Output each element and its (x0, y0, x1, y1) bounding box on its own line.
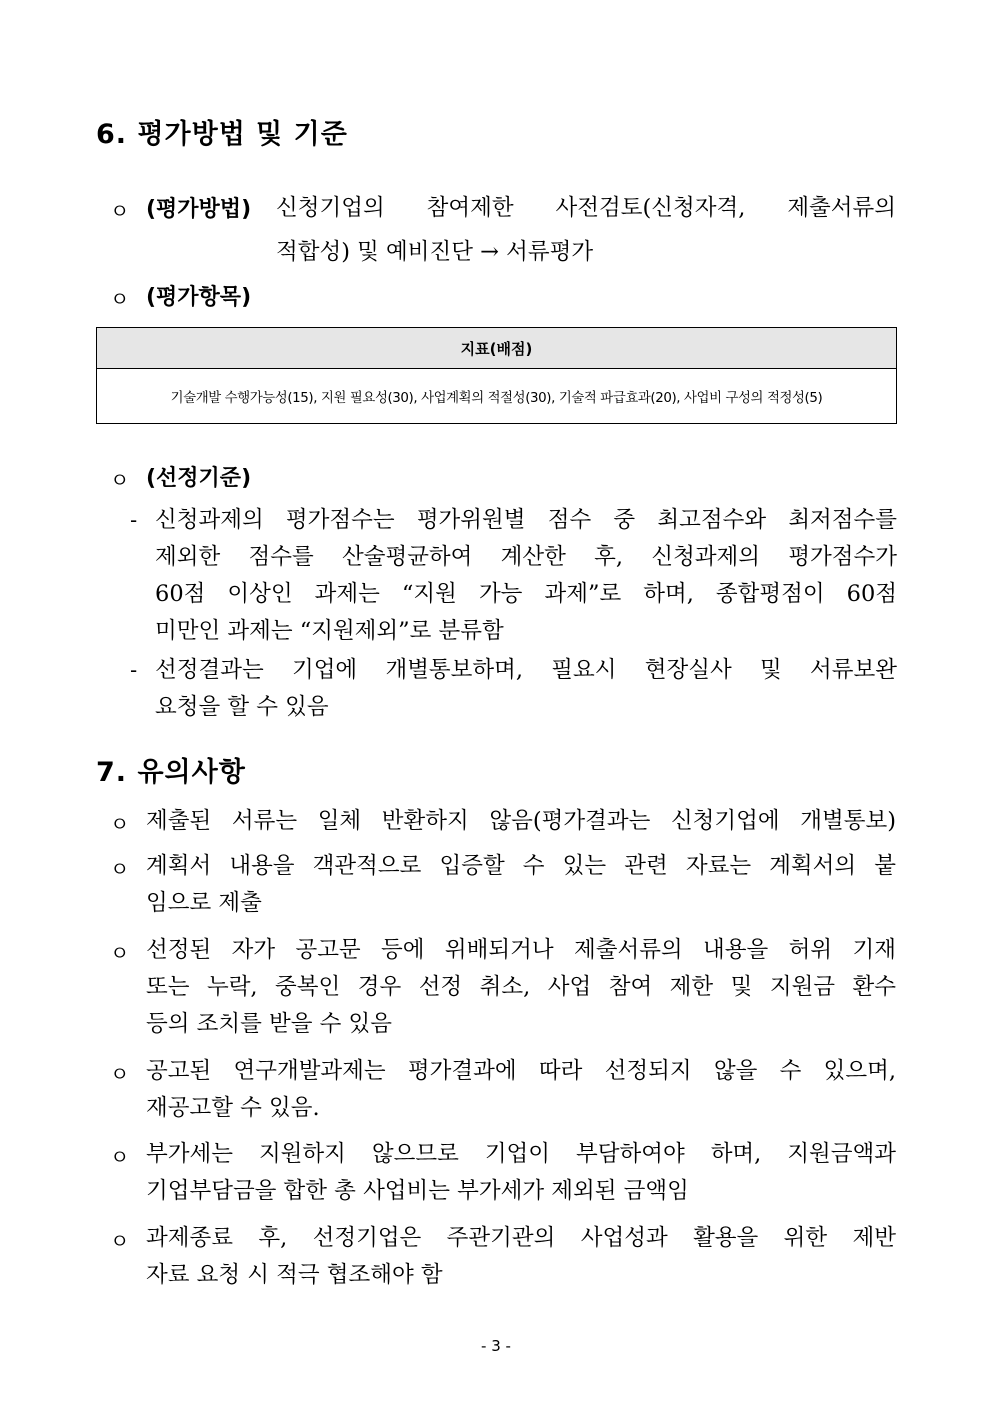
items-label: (평가항목) (146, 285, 252, 310)
criteria-2-line-2: 요청을 할 수 있음 (155, 694, 329, 720)
note-6-line-2: 자료 요청 시 적극 협조해야 함 (146, 1262, 443, 1288)
page-number: - 3 - (481, 1337, 511, 1355)
criteria-1-line-1: 신청과제의 평가점수는 평가위원별 점수 중 최고점수와 최저점수를 (155, 507, 897, 533)
table-row: 기술개발 수행가능성(15), 지원 필요성(30), 사업계획의 적절성(30), 기술적 파급효과(20), 사업비 구성의 적정성(5) (97, 369, 897, 424)
dash-2: - (130, 658, 138, 682)
note-4-line-2: 재공고할 수 있음. (146, 1095, 320, 1121)
note-3-line-1: 선정된 자가 공고문 등에 위배되거나 제출서류의 내용을 허위 기재 (146, 937, 896, 963)
note-2-line-1: 계획서 내용을 객관적으로 입증할 수 있는 관련 자료는 계획서의 붙 (146, 853, 896, 879)
criteria-label: (선정기준) (146, 466, 252, 491)
note-2-line-2: 임으로 제출 (146, 890, 262, 916)
bullet-note-5: ㅇ (110, 1145, 130, 1169)
note-1-line-1: 제출된 서류는 일체 반환하지 않음(평가결과는 신청기업에 개별통보) (146, 808, 896, 834)
method-label: (평가방법) (146, 197, 252, 222)
bullet-method: ㅇ (110, 199, 130, 223)
section-7-heading: 7. 유의사항 (96, 757, 246, 788)
note-5-line-2: 기업부담금을 합한 총 사업비는 부가세가 제외된 금액임 (146, 1178, 689, 1204)
bullet-items: ㅇ (110, 287, 130, 311)
criteria-1-line-4: 미만인 과제는 “지원제외”로 분류함 (155, 618, 504, 644)
dash-1: - (130, 508, 138, 532)
method-text-line-1: 신청기업의 참여제한 사전검토(신청자격, 제출서류의 (276, 195, 896, 221)
table-header: 지표(배점) (97, 328, 897, 369)
note-3-line-3: 등의 조치를 받을 수 있음 (146, 1011, 392, 1037)
criteria-2-line-1: 선정결과는 기업에 개별통보하며, 필요시 현장실사 및 서류보완 (155, 657, 897, 683)
note-4-line-1: 공고된 연구개발과제는 평가결과에 따라 선정되지 않을 수 있으며, (146, 1058, 896, 1084)
bullet-note-2: ㅇ (110, 857, 130, 881)
method-text-line-2: 적합성) 및 예비진단 → 서류평가 (276, 239, 594, 265)
note-6-line-1: 과제종료 후, 선정기업은 주관기관의 사업성과 활용을 위한 제반 (146, 1225, 896, 1251)
bullet-criteria: ㅇ (110, 468, 130, 492)
bullet-note-6: ㅇ (110, 1229, 130, 1253)
bullet-note-1: ㅇ (110, 812, 130, 836)
evaluation-table (96, 327, 897, 424)
criteria-1-line-3: 60점 이상인 과제는 “지원 가능 과제”로 하며, 종합평점이 60점 (155, 581, 897, 607)
criteria-1-line-2: 제외한 점수를 산술평균하여 계산한 후, 신청과제의 평가점수가 (155, 544, 897, 570)
bullet-note-4: ㅇ (110, 1062, 130, 1086)
section-6-heading: 6. 평가방법 및 기준 (96, 119, 348, 150)
note-3-line-2: 또는 누락, 중복인 경우 선정 취소, 사업 참여 제한 및 지원금 환수 (146, 974, 896, 1000)
bullet-note-3: ㅇ (110, 941, 130, 965)
note-5-line-1: 부가세는 지원하지 않으므로 기업이 부담하여야 하며, 지원금액과 (146, 1141, 896, 1167)
